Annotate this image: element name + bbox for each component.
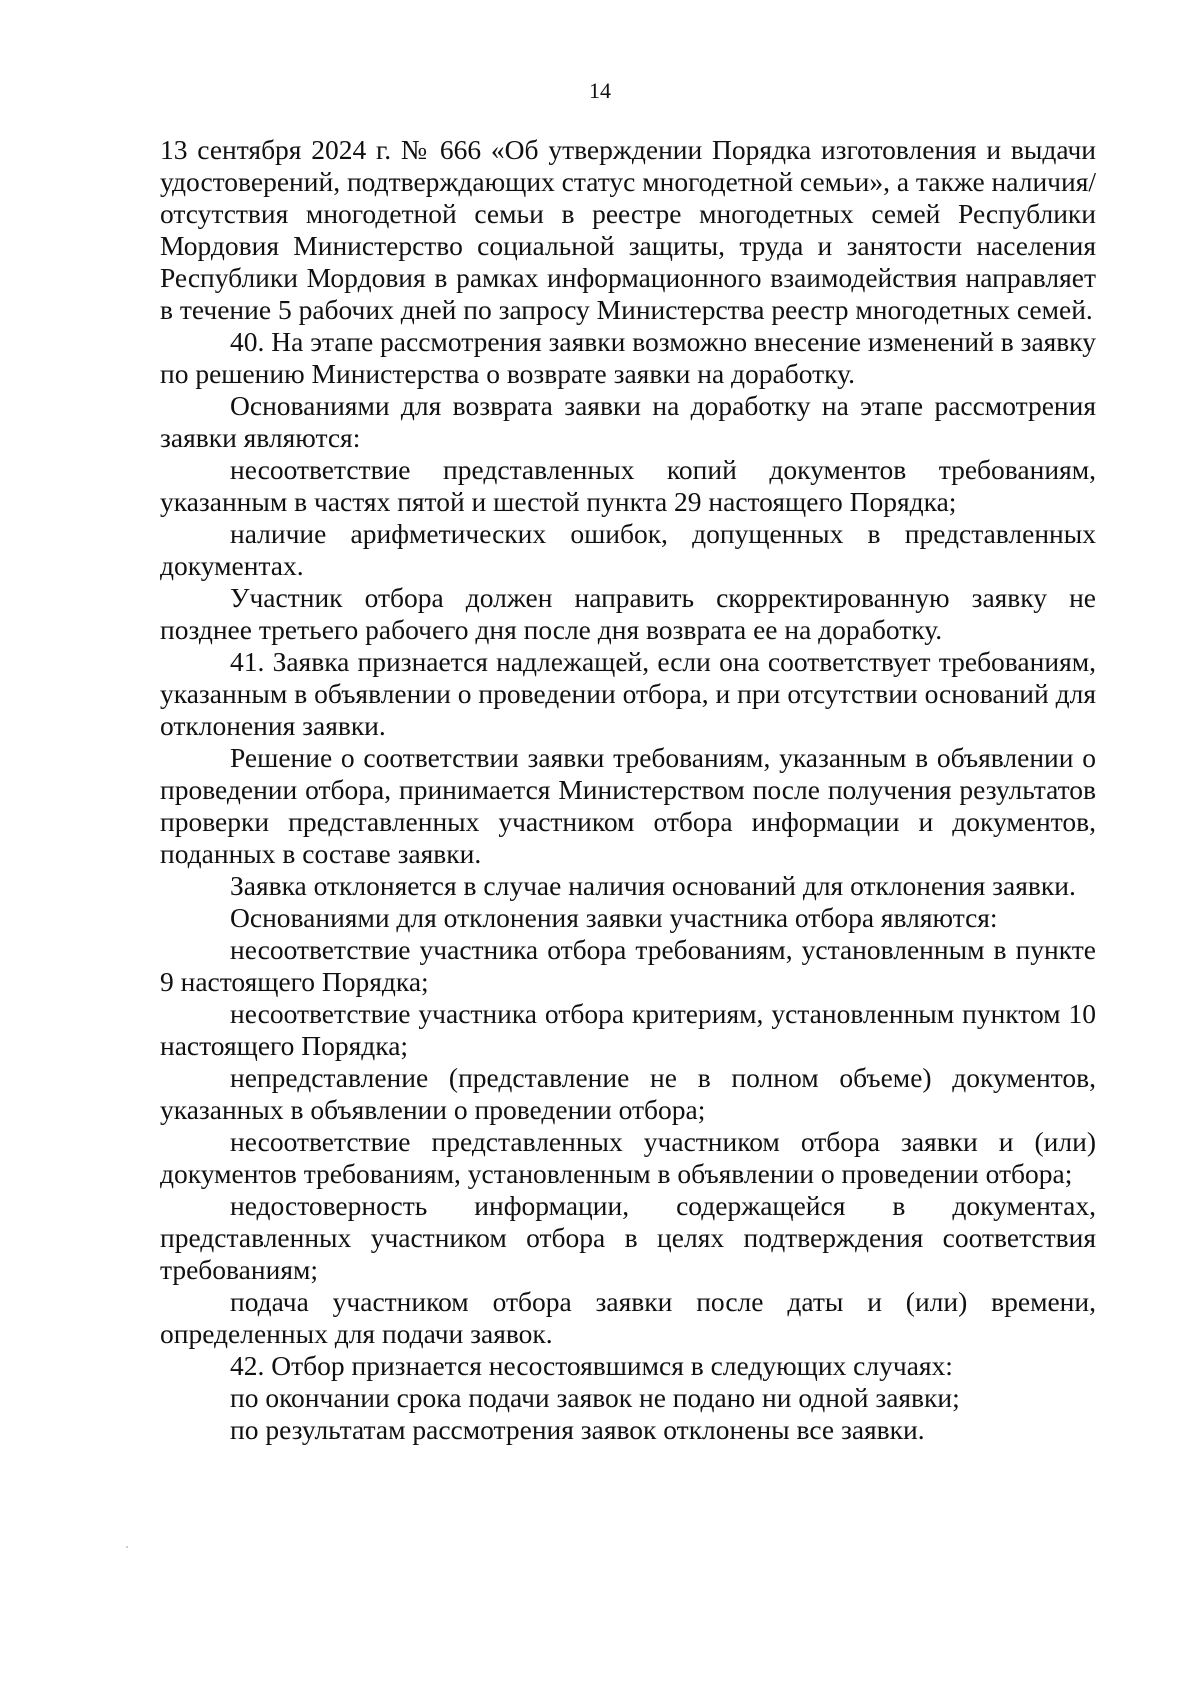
paragraph-40: 40. На этапе рассмотрения заявки возможно внесение изменений в заявку по решению Министерства о возврате заявки на доработку.: [160, 326, 1096, 389]
paragraph-rejection: Заявка отклоняется в случае наличия оснований для отклонения заявки.: [230, 870, 1076, 901]
rejection-ground-2: несоответствие участника отбора критериям, установленным пунктом 10 настоящего Порядка;: [160, 998, 1096, 1061]
page-number: 14: [589, 78, 611, 103]
paragraph-41: 41. Заявка признается надлежащей, если она соответствует требованиям, указанным в объявлении о проведении отбора, и при отсутствии оснований для отклонения заявки.: [160, 646, 1096, 741]
document-body: [160, 134, 1096, 1446]
scan-speck: [126, 1546, 128, 1548]
rejection-ground-3: непредставление (представление не в полном объеме) документов, указанных в объявлении о проведении отбора;: [160, 1062, 1096, 1125]
rejection-ground-4: несоответствие представленных участником отбора заявки и (или) документов требованиям, установленным в объявлении о проведении отбора;: [160, 1126, 1096, 1189]
failed-selection-case-2: по результатам рассмотрения заявок отклонены все заявки.: [230, 1414, 925, 1445]
paragraph-42: 42. Отбор признается несостоявшимся в следующих случаях:: [230, 1350, 953, 1381]
paragraph-rejection-grounds: Основаниями для отклонения заявки участника отбора являются:: [230, 902, 998, 933]
rejection-ground-1: несоответствие участника отбора требованиям, установленным в пункте 9 настоящего Порядка;: [160, 934, 1096, 997]
paragraph-decision: Решение о соответствии заявки требованиям, указанным в объявлении о проведении отбора, принимается Министерством после получения результатов проверки представленных участником отбора информации и документов, поданных в составе заявки.: [160, 742, 1096, 869]
return-ground-2: наличие арифметических ошибок, допущенных в представленных документах.: [160, 518, 1096, 581]
paragraph-corrected-application: Участник отбора должен направить скорректированную заявку не позднее третьего рабочего дня после дня возврата ее на доработку.: [160, 582, 1096, 645]
paragraph-1-continuation: 13 сентября 2024 г. № 666 «Об утверждении Порядка изготовления и выдачи удостоверений, подтверждающих статус многодетной семьи», а также наличия/отсутствия многодетной семьи в реестре многодетных семей Республики Мордовия Министерство социальной защиты, труда и занятости населения Республики Мордовия в рамках информационного взаимодействия направляет в течение 5 рабочих дней по запросу Министерства реестр многодетных семей.: [160, 134, 1096, 325]
rejection-ground-6: подача участником отбора заявки после даты и (или) времени, определенных для подачи заявок.: [160, 1286, 1096, 1349]
rejection-ground-5: недостоверность информации, содержащейся в документах, представленных участником отбора в целях подтверждения соответствия требованиям;: [160, 1190, 1096, 1285]
return-ground-1: несоответствие представленных копий документов требованиям, указанным в частях пятой и шестой пункта 29 настоящего Порядка;: [160, 454, 1096, 517]
failed-selection-case-1: по окончании срока подачи заявок не подано ни одной заявки;: [230, 1382, 960, 1413]
paragraph-return-grounds: Основаниями для возврата заявки на доработку на этапе рассмотрения заявки являются:: [160, 390, 1096, 453]
